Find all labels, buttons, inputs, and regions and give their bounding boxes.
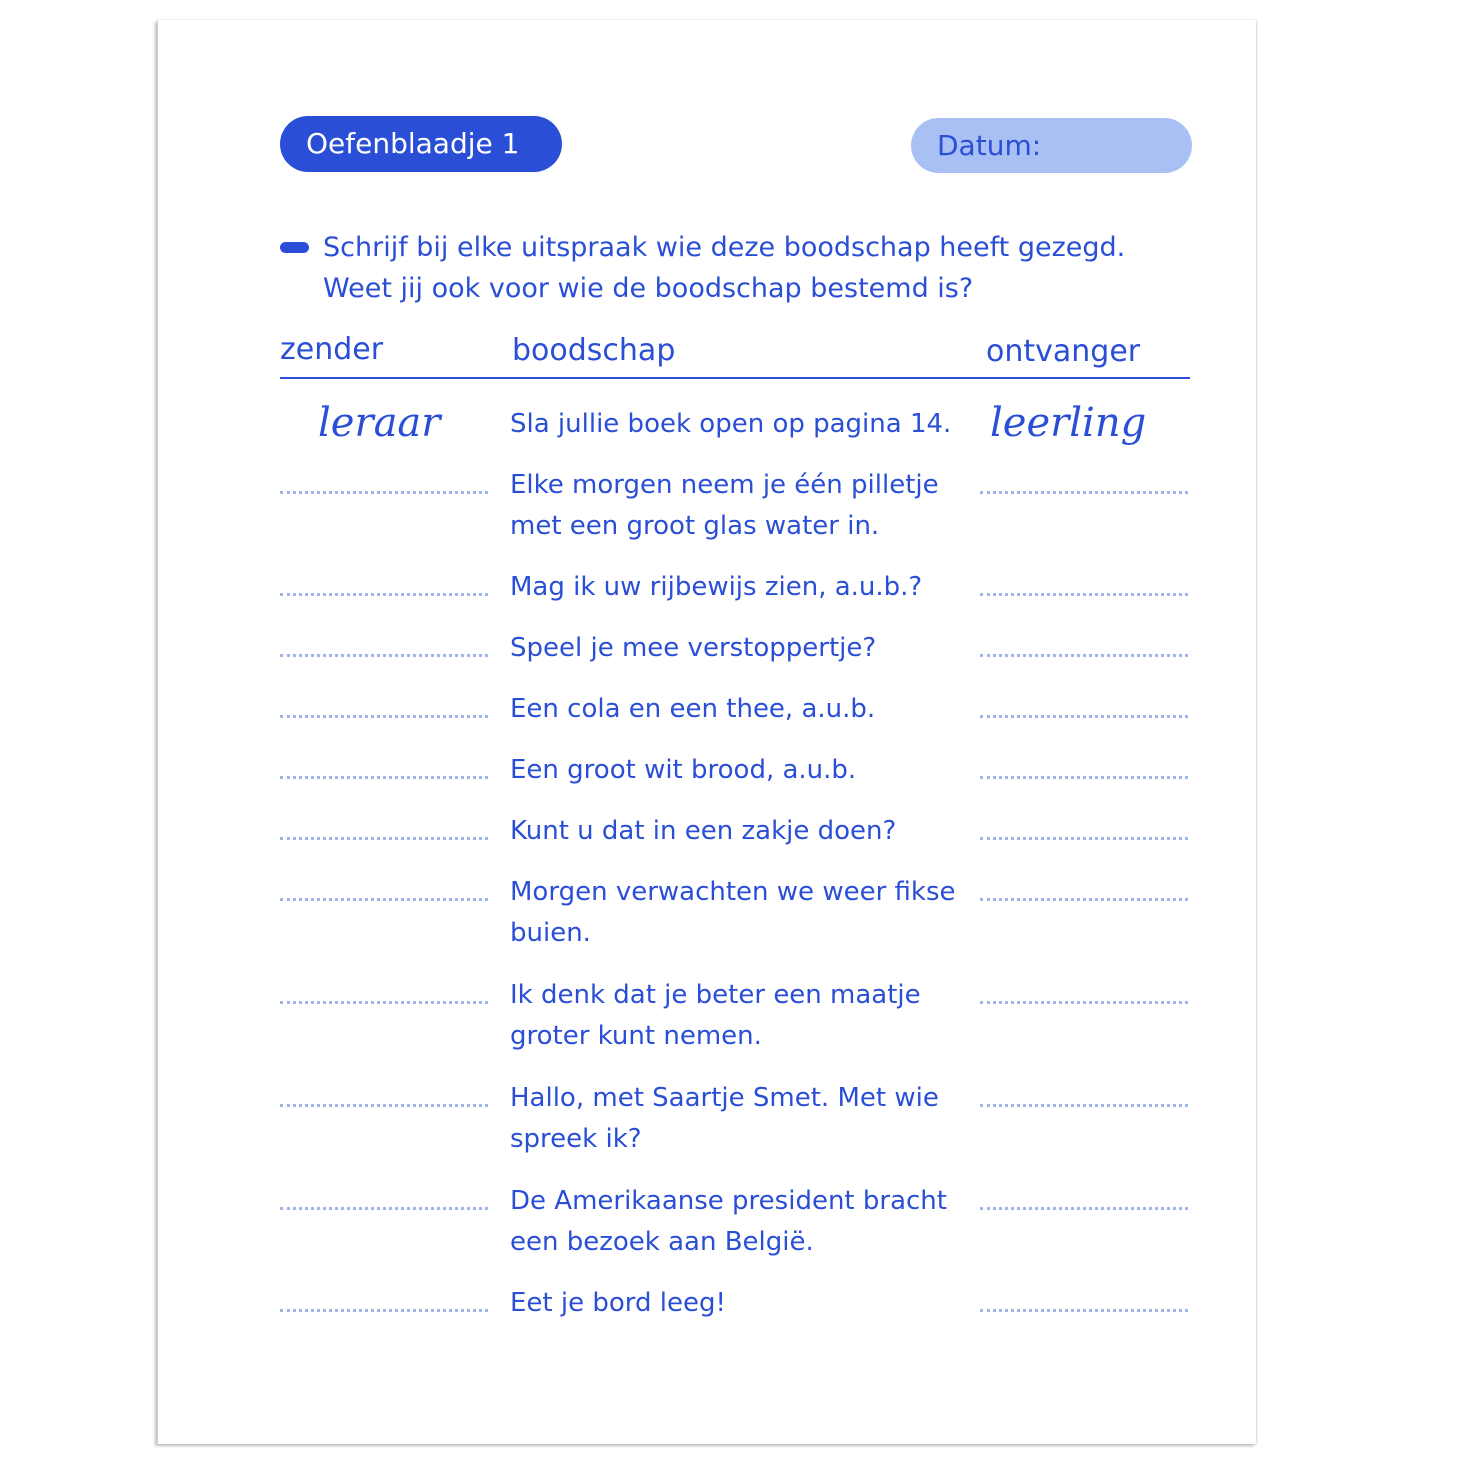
sender-answer-line[interactable] bbox=[280, 654, 488, 657]
message-text: Mag ik uw rijbewijs zien, a.u.b.? bbox=[510, 572, 923, 602]
sender-answer-line[interactable] bbox=[280, 715, 488, 718]
message-text: Ik denk dat je beter een maatje groter kunt nemen. bbox=[510, 980, 921, 1051]
instruction-text: Schrijf bij elke uitspraak wie deze boodschap heeft gezegd. Weet jij ook voor wie de boodschap bestemd is? bbox=[323, 232, 1126, 304]
receiver-answer-line[interactable] bbox=[980, 898, 1188, 901]
message-text: Speel je mee verstoppertje? bbox=[510, 633, 877, 663]
receiver-answer-line[interactable] bbox=[980, 654, 1188, 657]
example-message: Sla jullie boek open op pagina 14. bbox=[510, 409, 952, 439]
example-receiver-handwriting: leerling bbox=[990, 400, 1147, 446]
sender-answer-line[interactable] bbox=[280, 593, 488, 596]
sender-answer-line[interactable] bbox=[280, 1309, 488, 1312]
receiver-answer-line[interactable] bbox=[980, 491, 1188, 494]
message-text: Morgen verwachten we weer fikse buien. bbox=[510, 877, 956, 948]
receiver-answer-line[interactable] bbox=[980, 593, 1188, 596]
sender-answer-line[interactable] bbox=[280, 491, 488, 494]
receiver-answer-line[interactable] bbox=[980, 715, 1188, 718]
receiver-answer-line[interactable] bbox=[980, 1207, 1188, 1210]
receiver-answer-line[interactable] bbox=[980, 776, 1188, 779]
message-text: Hallo, met Saartje Smet. Met wie spreek ik? bbox=[510, 1083, 939, 1154]
worksheet-title: Oefenblaadje 1 bbox=[280, 116, 562, 172]
message-text: Kunt u dat in een zakje doen? bbox=[510, 816, 897, 846]
sender-answer-line[interactable] bbox=[280, 776, 488, 779]
worksheet-page bbox=[157, 20, 1256, 1444]
receiver-answer-line[interactable] bbox=[980, 1309, 1188, 1312]
sender-answer-line[interactable] bbox=[280, 1207, 488, 1210]
receiver-answer-line[interactable] bbox=[980, 1104, 1188, 1107]
header-rule bbox=[280, 377, 1190, 379]
message-text: Een groot wit brood, a.u.b. bbox=[510, 755, 857, 785]
message-text: Elke morgen neem je één pilletje met een groot glas water in. bbox=[510, 470, 939, 541]
message-text: Een cola en een thee, a.u.b. bbox=[510, 694, 876, 724]
column-header-message: boodschap bbox=[512, 333, 676, 368]
sender-answer-line[interactable] bbox=[280, 898, 488, 901]
receiver-answer-line[interactable] bbox=[980, 1001, 1188, 1004]
message-text: De Amerikaanse president bracht een bezoek aan België. bbox=[510, 1186, 947, 1257]
column-header-receiver: ontvanger bbox=[986, 334, 1141, 369]
receiver-answer-line[interactable] bbox=[980, 837, 1188, 840]
sender-answer-line[interactable] bbox=[280, 837, 488, 840]
column-header-sender: zender bbox=[280, 332, 384, 367]
sender-answer-line[interactable] bbox=[280, 1001, 488, 1004]
message-text: Eet je bord leeg! bbox=[510, 1288, 726, 1318]
example-sender-handwriting: leraar bbox=[318, 400, 441, 446]
date-field[interactable]: Datum: bbox=[911, 118, 1192, 173]
sender-answer-line[interactable] bbox=[280, 1104, 488, 1107]
instruction-bullet-icon bbox=[280, 242, 309, 253]
